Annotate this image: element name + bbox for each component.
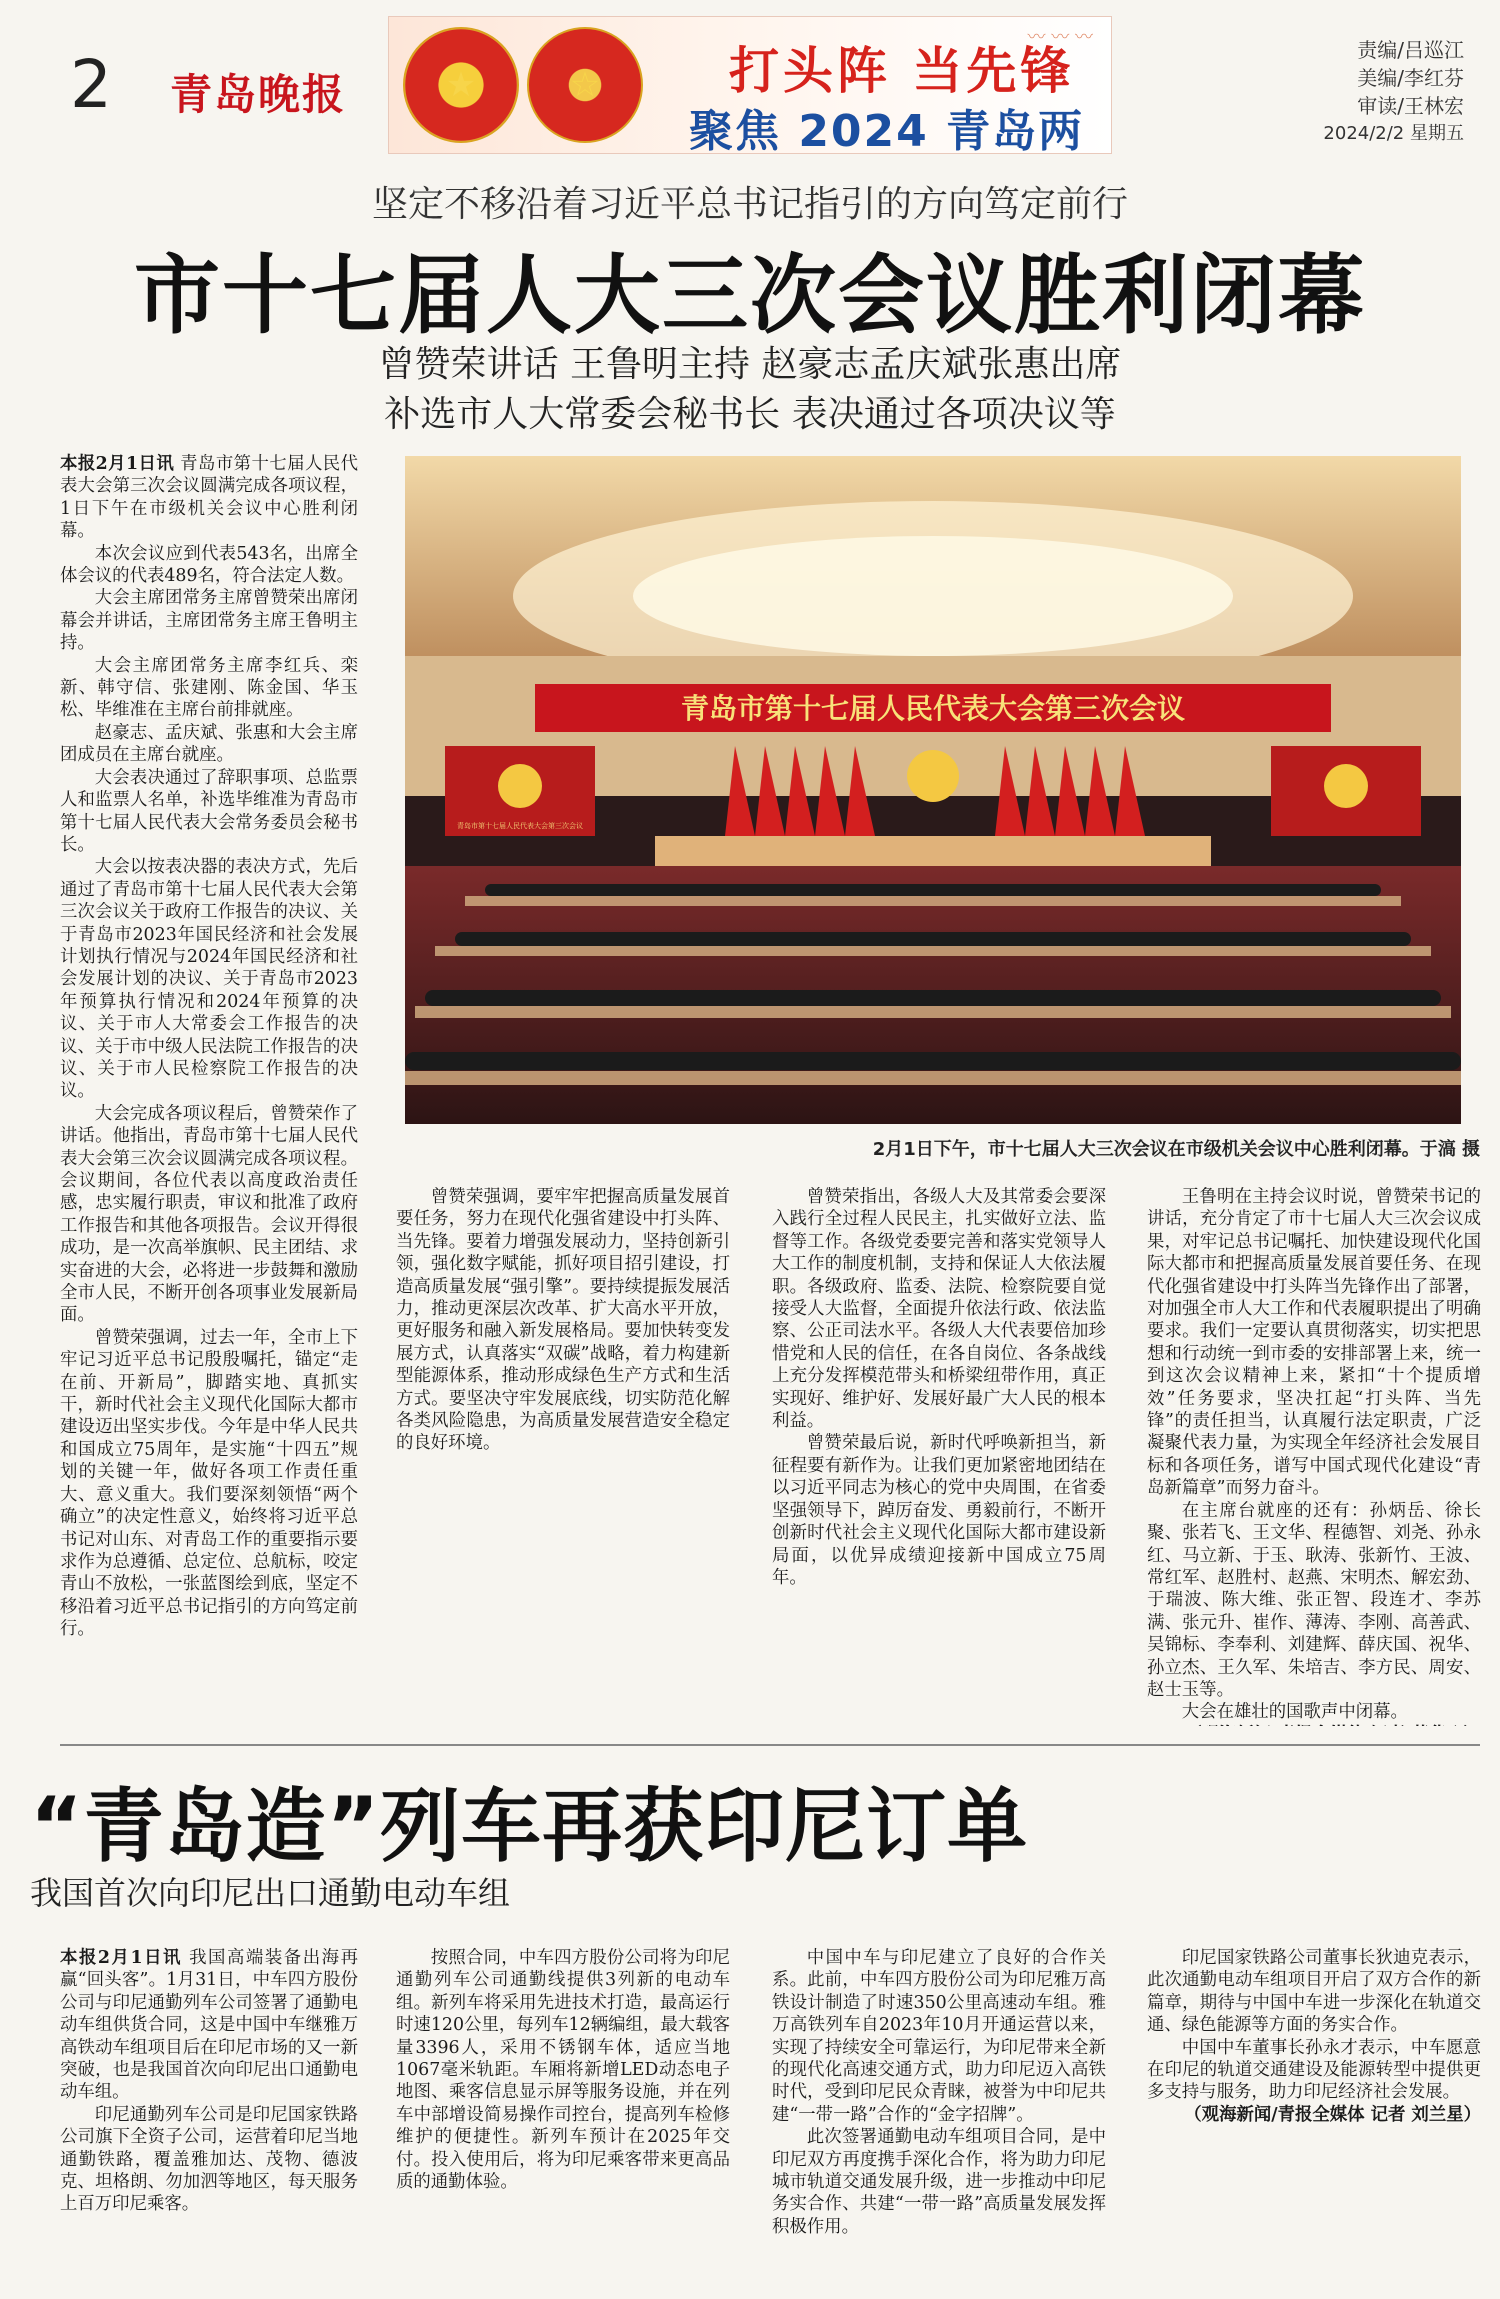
byline: （观海新闻/青报全媒体 记者 刘兰星）: [1184, 2104, 1481, 2125]
special-banner: [388, 16, 1112, 154]
paragraph: 大会主席团常务主席曾赞荣出席闭幕会并讲话，主席团常务主席王鲁明主持。: [60, 588, 358, 654]
banner-topic: 聚焦 2024 青岛两: [689, 106, 1085, 154]
photo-banner-text: 青岛市第十七届人民代表大会第三次会议: [680, 692, 1186, 725]
paragraph: 按照合同，中车四方股份公司将为印尼通勤列车公司通勤线提供3列新的电动车组。新列车将采用先进技术打造，最高运行时速120公里，每列车12辆编组，最大载客量3396人，采用不锈钢车体，适应当地1067毫米轨距。车厢将新增LED动态电子地图、乘客信息显示屏等服务设施，并在列车中部增设简易操作司控台，提高列车检修维护的便捷性。新列车预计在2025年交付。投入使用后，将为印尼乘客带来更高品质的通勤体验。: [396, 1948, 730, 2193]
editor-credits: [1323, 36, 1464, 148]
paragraph: 大会表决通过了辞职事项、总监票人和监票人名单，补选毕维准为青岛市第十七届人民代表大会常务委员会秘书长。: [60, 767, 358, 855]
article-column: [396, 1947, 730, 2287]
photo-side-text: 青岛市第十七届人民代表大会第三次会议: [457, 822, 583, 830]
paragraph: 印尼国家铁路公司董事长狄迪克表示，此次通勤电动车组项目开启了双方合作的新篇章，期待与中国中车进一步深化在轨道交通、绿色能源等方面的务实合作。: [1147, 1948, 1481, 2036]
article-column: [396, 1186, 730, 1726]
article-column: [60, 453, 358, 1693]
lead-tag: 本报2月1日讯: [60, 454, 175, 474]
paragraph: 大会主席团常务主席李红兵、栾新、韩守信、张建刚、陈金国、华玉松、毕维准在主席台前排就座。: [60, 655, 358, 721]
article-column: [772, 1947, 1106, 2287]
issue-date: 2024/2/2 星期五: [1323, 123, 1464, 144]
paragraph: 曾赞荣指出，各级人大及其常委会要深入践行全过程人民民主，扎实做好立法、监督等工作。各级党委要完善和落实党领导人大工作的制度机制，支持和保证人大依法履职。各级政府、监委、法院、检察院要自觉接受人大监督，全面提升依法行政、依法监察、公正司法水平。各级人大代表要倍加珍惜党和人民的信任，在各自岗位、各条战线上充分发挥模范带头和桥梁纽带作用，真正实现好、维护好、发展好最广大人民的根本利益。: [772, 1187, 1106, 1432]
article-column: [1147, 1186, 1481, 1726]
paragraph: 我国高端装备出海再赢“回头客”。1月31日，中车四方股份公司与印尼通勤列车公司签署了通勤电动车组供货合同，这是中国中车继雅万高铁动车组项目后在印尼市场的又一新突破，也是我国首次向印尼出口通勤电动车组。: [60, 1948, 358, 2103]
article-subtitle: 我国首次向印尼出口通勤电动车组: [30, 1874, 511, 1912]
paragraph: 大会完成各项议程后，曾赞荣作了讲话。他指出，青岛市第十七届人民代表大会第三次会议圆满完成各项议程。会议期间，各位代表以高度政治责任感，忠实履行职责，审议和批准了政府工作报告和其他各项报告。会议开得很成功，是一次高举旗帜、民主团结、求实奋进的大会，必将进一步鼓舞和激励全市人民，不断开创各项事业发展新局面。: [60, 1103, 358, 1326]
paragraph: 曾赞荣强调，要牢牢把握高质量发展首要任务，努力在现代化强省建设中打头阵、当先锋。要着力增强发展动力，坚持创新引领，强化数字赋能，抓好项目招引建设，打造高质量发展“强引擎”。要持续提振发展活力，推动更深层次改革、扩大高水平开放，更好服务和融入新发展格局。要加快转变发展方式，认真落实“双碳”战略，着力构建新型能源体系，推动形成绿色生产方式和生活方式。要坚决守牢发展底线，切实防范化解各类风险隐患，为高质量发展营造安全稳定的良好环境。: [396, 1187, 730, 1454]
section-divider: [60, 1744, 1480, 1746]
birds-decoration-icon: 〰 〰 〰: [1027, 27, 1093, 48]
article-subtitle: 补选市人大常委会秘书长 表决通过各项决议等: [384, 394, 1116, 435]
article-title: 市十七届人大三次会议胜利闭幕: [134, 246, 1366, 346]
article-subtitle: 曾赞荣讲话 王鲁明主持 赵豪志孟庆斌张惠出席: [378, 344, 1122, 385]
paragraph: 中国中车董事长孙永才表示，中车愿意在印尼的轨道交通建设及能源转型中提供更多支持与服务，助力印尼经济社会发展。: [1147, 2037, 1481, 2103]
meeting-photo: [405, 456, 1461, 1124]
paragraph: 曾赞荣强调，过去一年，全市上下牢记习近平总书记殷殷嘱托，锚定“走在前、开新局”，脚踏实地、真抓实干，新时代社会主义现代化国际大都市建设迈出坚实步伐。今年是中华人民共和国成立75周年，是实施“十四五”规划的关键一年，做好各项工作责任重大、意义重大。我们要深刻领悟“两个确立”的决定性意义，始终将习近平总书记对山东、对青岛工作的重要指示要求作为总遵循、总定位、总航标，咬定青山不放松，一张蓝图绘到底，坚定不移沿着习近平总书记指引的方向笃定前行。: [60, 1327, 358, 1640]
paragraph: 赵豪志、孟庆斌、张惠和大会主席团成员在主席台就座。: [60, 722, 358, 766]
byline: [1147, 1724, 1481, 1726]
paragraph: 在主席台就座的还有：孙炳岳、徐长聚、张若飞、王文华、程德智、刘尧、孙永红、马立新、于玉、耿涛、张新竹、王波、常红军、赵胜村、赵燕、宋明杰、解宏劲、于瑞波、陈大维、张正智、段连才、李苏满、张元升、崔作、薄涛、李刚、高善武、吴锦标、李奉利、刘建辉、薛庆国、祝华、孙立杰、王久军、朱培吉、李方民、周安、赵士玉等。: [1147, 1500, 1481, 1700]
paragraph: 大会在雄壮的国歌声中闭幕。: [1181, 1702, 1408, 1723]
editor-line: 审读/王林宏: [1357, 94, 1464, 118]
paragraph: 此次签署通勤电动车组项目合同，是中印尼双方再度携手深化合作，将为助力印尼城市轨道交通发展升级，进一步推动中印尼务实合作、共建“一带一路”高质量发展发挥积极作用。: [772, 2127, 1106, 2237]
article-column: [1147, 1947, 1481, 2287]
photo-caption: 2月1日下午，市十七届人大三次会议在市级机关会议中心胜利闭幕。于滈 摄: [872, 1139, 1480, 1160]
paragraph: 大会以按表决器的表决方式，先后通过了青岛市第十七届人民代表大会第三次会议关于政府工作报告的决议、关于青岛市2023年国民经济和社会发展计划执行情况与2024年国民经济和社会发展计划的决议、关于青岛市2023年预算执行情况和2024年预算的决议、关于市人大常委会工作报告的决议、关于市中级人民法院工作报告的决议、关于市人民检察院工作报告的决议。: [60, 857, 358, 1102]
article-column: [772, 1186, 1106, 1726]
paragraph: 青岛市第十七届人民代表大会第三次会议圆满完成各项议程，1日下午在市级机关会议中心胜利闭幕。: [60, 454, 358, 542]
paragraph: 曾赞荣最后说，新时代呼唤新担当，新征程要有新作为。让我们更加紧密地团结在以习近平同志为核心的党中央周围，在省委坚强领导下，踔厉奋发、勇毅前行，不断开创新时代社会主义现代化国际大都市建设新局面，以优异成绩迎接新中国成立75周年。: [772, 1433, 1106, 1588]
lead-tag: 本报2月1日讯: [60, 1948, 182, 1968]
paragraph: 王鲁明在主持会议时说，曾赞荣书记的讲话，充分肯定了市十七届人大三次会议成果，对牢记总书记嘱托、加快建设现代化国际大都市和把握高质量发展首要任务、在现代化强省建设中打头阵当先锋作出了部署，对加强全市人大工作和代表履职提出了明确要求。我们一定要认真贯彻落实，切实把思想和行动统一到市委的安排部署上来，统一到这次会议精神上来，紧扣“十个提质增效”任务要求，坚决扛起“打头阵、当先锋”的责任担当，认真履行法定职责，广泛凝聚代表力量，为实现全年经济社会发展目标和各项任务，谱写中国式现代化建设“青岛新篇章”而努力奋斗。: [1147, 1187, 1481, 1499]
cppcc-emblem-icon: ☆: [527, 27, 643, 143]
paragraph: 印尼通勤列车公司是印尼国家铁路公司旗下全资子公司，运营着印尼当地通勤铁路，覆盖雅加达、茂物、德波克、坦格朗、勿加泗等地区，每天服务上百万印尼乘客。: [60, 2104, 358, 2215]
article-title: “青岛造”列车再获印尼订单: [30, 1780, 1029, 1873]
banner-slogan: 打头阵 当先锋: [729, 42, 1075, 100]
masthead-logo: 青岛晚报: [170, 70, 347, 119]
editor-line: 责编/吕巡江: [1357, 38, 1464, 62]
page-number: 2: [70, 46, 112, 123]
paragraph: 中国中车与印尼建立了良好的合作关系。此前，中车四方股份公司为印尼雅万高铁设计制造了时速350公里高速动车组。雅万高铁列车自2023年10月开通运营以来，实现了持续安全可靠运行，为印尼带来全新的现代化高速交通方式，助力印尼迈入高铁时代，受到印尼民众青睐，被誉为中印尼共建“一带一路”合作的“金字招牌”。: [772, 1948, 1106, 2125]
editor-line: 美编/李红芬: [1357, 66, 1464, 90]
national-emblem-icon: ★: [403, 27, 519, 143]
article-kicker: 坚定不移沿着习近平总书记指引的方向笃定前行: [371, 184, 1128, 225]
article-column: [60, 1947, 358, 2287]
paragraph: 本次会议应到代表543名，出席全体会议的代表489名，符合法定人数。: [60, 543, 358, 587]
